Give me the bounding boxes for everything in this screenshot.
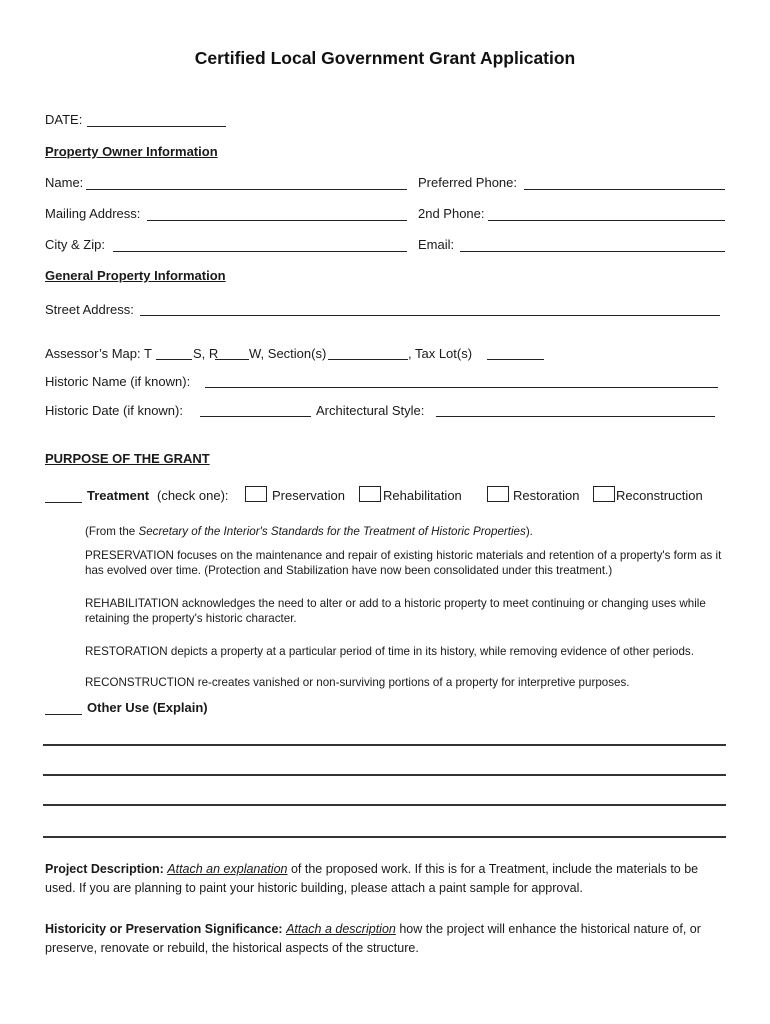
section-line — [328, 359, 408, 360]
owner-heading: Property Owner Information — [45, 144, 218, 159]
explain-line-2 — [43, 774, 726, 776]
other-use-blank-field[interactable] — [46, 698, 81, 713]
arch-style-line — [436, 416, 715, 417]
township-line — [156, 359, 192, 360]
attach-description-link[interactable]: Attach a description — [286, 922, 396, 936]
street-address-field[interactable] — [142, 299, 718, 314]
preferred-phone-field[interactable] — [526, 173, 723, 188]
date-line — [87, 126, 226, 127]
city-zip-field[interactable] — [115, 235, 405, 250]
explain-field-4[interactable] — [45, 819, 724, 834]
historic-name-line — [205, 387, 718, 388]
explain-line-4 — [43, 836, 726, 838]
other-use-label: Other Use (Explain) — [87, 700, 208, 715]
historic-date-label: Historic Date (if known): — [45, 403, 183, 418]
mailing-line — [147, 220, 407, 221]
treatment-blank-field[interactable] — [46, 486, 81, 501]
tax-lot-label: , Tax Lot(s) — [408, 346, 473, 361]
restoration-definition: RESTORATION depicts a property at a particular period of time in its history, while removing evidence of other periods. — [85, 645, 694, 658]
mailing-label: Mailing Address: — [45, 206, 141, 221]
explain-line-1 — [43, 744, 726, 746]
purpose-heading: PURPOSE OF THE GRANT — [45, 451, 210, 466]
reconstruction-definition: RECONSTRUCTION re-creates vanished or non-surviving portions of a property for interpretive purposes. — [85, 676, 630, 689]
city-zip-label: City & Zip: — [45, 237, 105, 252]
explain-field-1[interactable] — [45, 727, 724, 742]
name-field[interactable] — [88, 173, 405, 188]
rehabilitation-definition: REHABILITATION acknowledges the need to alter or add to a historic property to meet continuing or changing uses while retaining the property's historic character. — [85, 597, 706, 625]
range-field[interactable] — [216, 343, 248, 358]
date-label: DATE: — [45, 112, 83, 127]
section-label: W, Section(s) — [249, 346, 327, 361]
assessor-map-label: Assessor’s Map: T — [45, 346, 152, 361]
historic-name-label: Historic Name (if known): — [45, 374, 191, 389]
page-title: Certified Local Government Grant Application — [194, 48, 576, 68]
tax-lot-field[interactable] — [488, 343, 543, 358]
reconstruction-option-label: Reconstruction — [616, 488, 703, 503]
standards-source-note: (From the Secretary of the Interior's Standards for the Treatment of Historic Properties). — [85, 525, 533, 538]
historic-date-field[interactable] — [202, 400, 309, 415]
explain-line-3 — [43, 804, 726, 806]
city-zip-line — [113, 251, 407, 252]
preservation-definition: PRESERVATION focuses on the maintenance and repair of existing historic materials and retention of a property's form as it has evolved over time. (Protection and Stabilization have now been consolidated under this treatment.) — [85, 549, 722, 577]
preferred-phone-line — [524, 189, 725, 190]
other-use-blank-line — [45, 714, 82, 715]
range-line — [215, 359, 249, 360]
phone2-line — [488, 220, 725, 221]
restoration-option-label: Restoration — [513, 488, 580, 503]
project-description-paragraph: Project Description: Attach an explanation of the proposed work. If this is for a Treatment, include the materials to be used. If you are planning to paint your historic building, please attach a paint sample for approval. — [45, 862, 699, 895]
tax-lot-line — [487, 359, 544, 360]
treatment-label: Treatment — [87, 488, 150, 503]
check-one-label: (check one): — [157, 488, 229, 503]
restoration-checkbox[interactable] — [487, 486, 509, 502]
preferred-phone-label: Preferred Phone: — [418, 175, 518, 190]
preservation-checkbox[interactable] — [245, 486, 267, 502]
date-field[interactable] — [89, 110, 224, 125]
email-label: Email: — [418, 237, 455, 252]
street-label: Street Address: — [45, 302, 134, 317]
rehabilitation-option-label: Rehabilitation — [383, 488, 462, 503]
arch-style-label: Architectural Style: — [316, 403, 425, 418]
section-field[interactable] — [329, 343, 407, 358]
historic-name-field[interactable] — [207, 371, 716, 386]
preservation-option-label: Preservation — [272, 488, 345, 503]
email-field[interactable] — [462, 235, 723, 250]
explain-field-3[interactable] — [45, 787, 724, 802]
treatment-blank-line — [45, 502, 82, 503]
reconstruction-checkbox[interactable] — [593, 486, 615, 502]
explain-field-2[interactable] — [45, 757, 724, 772]
property-heading: General Property Information — [45, 268, 226, 283]
attach-explanation-link[interactable]: Attach an explanation — [167, 862, 288, 876]
name-label: Name: — [45, 175, 84, 190]
phone2-label: 2nd Phone: — [418, 206, 485, 221]
email-line — [460, 251, 725, 252]
historicity-paragraph: Historicity or Preservation Significance: Attach a description how the project will enhance the historical nature of, or preserve, renovate or rebuild, the historical aspects of the structure. — [45, 922, 701, 955]
street-line — [140, 315, 720, 316]
mailing-address-field[interactable] — [149, 204, 405, 219]
name-line — [86, 189, 407, 190]
range-label: S, R — [193, 346, 219, 361]
architectural-style-field[interactable] — [438, 400, 713, 415]
historic-date-line — [200, 416, 311, 417]
township-field[interactable] — [157, 343, 191, 358]
rehabilitation-checkbox[interactable] — [359, 486, 381, 502]
second-phone-field[interactable] — [490, 204, 723, 219]
